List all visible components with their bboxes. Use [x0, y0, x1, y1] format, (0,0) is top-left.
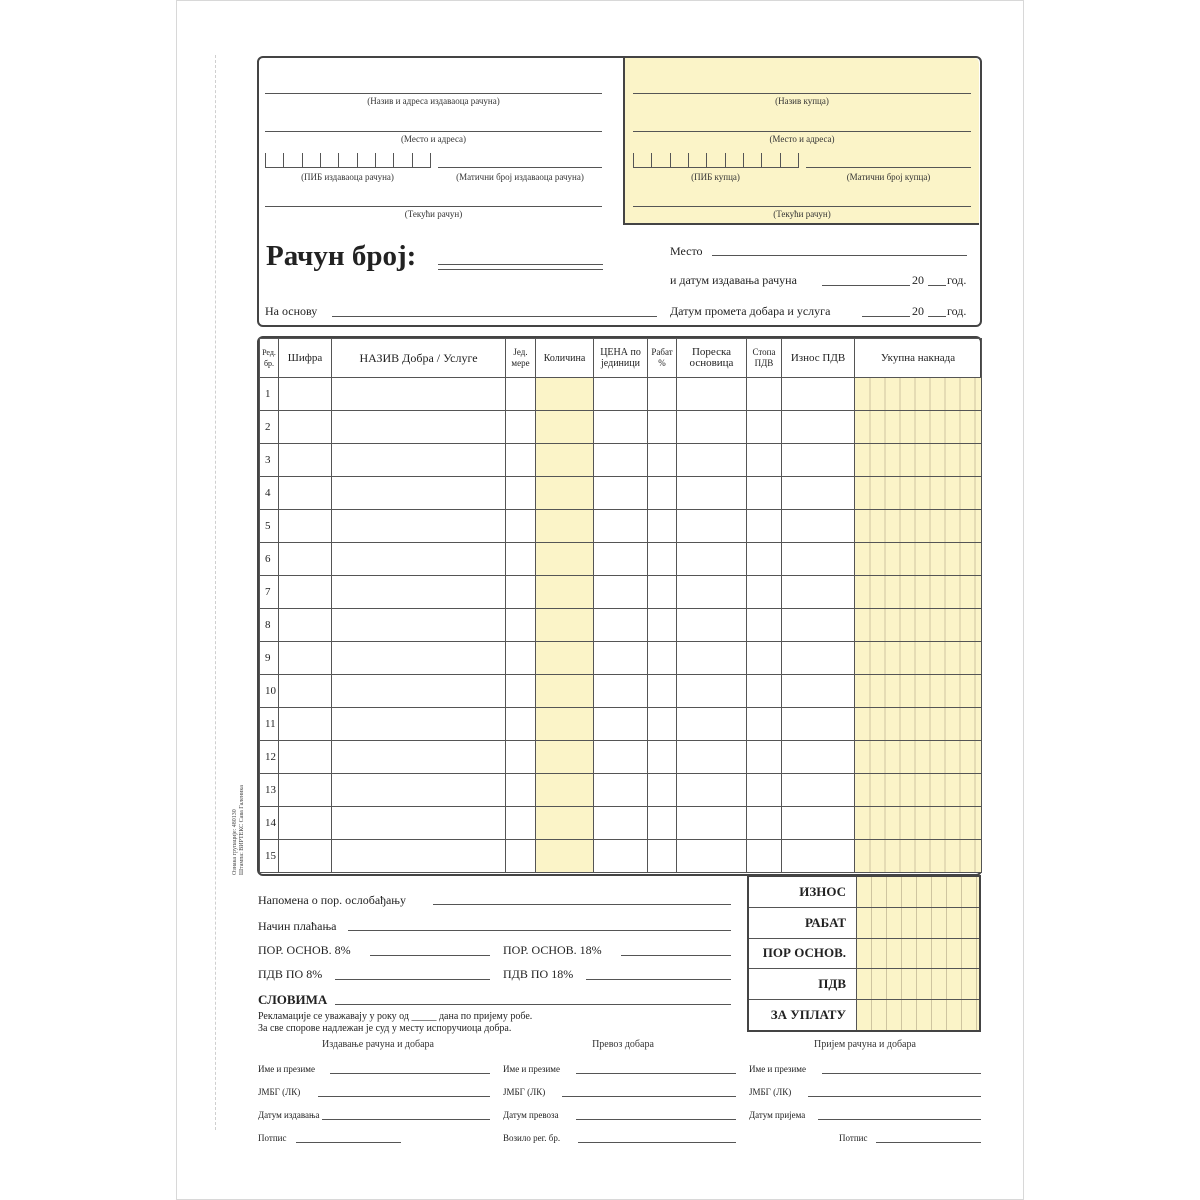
unit-price-cell[interactable]	[594, 576, 648, 609]
code-cell[interactable]	[279, 378, 332, 411]
unit-price-cell[interactable]	[594, 510, 648, 543]
issuer-reg-line[interactable]	[438, 167, 602, 168]
unit-cell[interactable]	[506, 807, 536, 840]
issue-date-label: и датум издавања рачуна	[670, 273, 797, 287]
totals-row-tax-base	[749, 939, 979, 970]
code-cell[interactable]	[279, 741, 332, 774]
code-cell[interactable]	[279, 609, 332, 642]
buyer-account-line[interactable]	[633, 206, 971, 207]
unit-cell[interactable]	[506, 708, 536, 741]
receiver-signature-label: Потпис	[839, 1133, 868, 1143]
tax-base-cell[interactable]	[677, 411, 747, 444]
table-row	[260, 807, 982, 840]
tax-base-cell[interactable]	[677, 576, 747, 609]
row-number-cell: 13	[260, 774, 279, 807]
issue-year-prefix: 20	[912, 273, 924, 287]
code-cell[interactable]	[279, 774, 332, 807]
unit-price-cell[interactable]	[594, 642, 648, 675]
tax-base-cell[interactable]	[677, 840, 747, 873]
vat-rate-cell[interactable]	[747, 741, 782, 774]
buyer-pib-caption: (ПИБ купца)	[691, 172, 740, 182]
table-row	[260, 510, 982, 543]
name-cell[interactable]	[332, 411, 506, 444]
vat-amount-cell[interactable]	[782, 675, 855, 708]
tax-base-18-label: ПОР. ОСНОВ. 18%	[503, 943, 602, 957]
issuer-pib-boxes[interactable]	[265, 153, 431, 168]
unit-cell[interactable]	[506, 543, 536, 576]
invoice-title: Рачун број:	[266, 240, 417, 272]
issue-year-suffix: год.	[947, 273, 967, 287]
name-cell[interactable]	[332, 741, 506, 774]
table-row	[260, 675, 982, 708]
issuer-jmbg-line[interactable]	[318, 1096, 490, 1097]
vat-amount-cell[interactable]	[782, 411, 855, 444]
unit-price-cell[interactable]	[594, 708, 648, 741]
table-row	[260, 840, 982, 873]
table-row	[260, 576, 982, 609]
tax-base-cell[interactable]	[677, 543, 747, 576]
buyer-account-caption: (Текући рачун)	[773, 209, 831, 219]
vat-8-label: ПДВ ПО 8%	[258, 967, 323, 981]
issuer-address-line[interactable]	[265, 131, 602, 132]
name-cell[interactable]	[332, 675, 506, 708]
unit-cell[interactable]	[506, 774, 536, 807]
receiver-signature-line[interactable]	[876, 1142, 981, 1143]
row-number-cell: 12	[260, 741, 279, 774]
discount-cell[interactable]	[648, 807, 677, 840]
receiver-signature-caption: Пријем рачуна и добара	[814, 1039, 916, 1050]
tax-base-8-label: ПОР. ОСНОВ. 8%	[258, 943, 351, 957]
col-header-vat-rate: Стопа ПДВ	[747, 339, 782, 378]
name-cell[interactable]	[332, 477, 506, 510]
vat-amount-cell[interactable]	[782, 477, 855, 510]
tax-base-cell[interactable]	[677, 708, 747, 741]
quantity-cell[interactable]	[536, 807, 594, 840]
totals-value-discount[interactable]	[856, 908, 979, 938]
basis-label: На основу	[265, 304, 318, 318]
issuer-name-label: Име и презиме	[258, 1064, 315, 1074]
vat-rate-cell[interactable]	[747, 774, 782, 807]
col-header-quantity: Количина	[536, 339, 594, 378]
row-number-cell: 10	[260, 675, 279, 708]
table-row	[260, 774, 982, 807]
unit-cell[interactable]	[506, 411, 536, 444]
table-row	[260, 543, 982, 576]
unit-price-cell[interactable]	[594, 807, 648, 840]
issuer-date-line[interactable]	[322, 1119, 490, 1120]
quantity-cell[interactable]	[536, 774, 594, 807]
code-cell[interactable]	[279, 675, 332, 708]
table-row	[260, 609, 982, 642]
discount-cell[interactable]	[648, 741, 677, 774]
issuer-pib-caption: (ПИБ издаваоца рачуна)	[301, 172, 394, 182]
side-imprint-line-1: Ознака групације: 480130	[232, 809, 238, 875]
totals-row-discount	[749, 908, 979, 939]
trade-date-line[interactable]	[862, 316, 910, 317]
quantity-cell[interactable]	[536, 576, 594, 609]
name-cell[interactable]	[332, 444, 506, 477]
in-words-line[interactable]	[335, 1004, 731, 1005]
payment-method-line[interactable]	[348, 930, 731, 931]
code-cell[interactable]	[279, 510, 332, 543]
unit-cell[interactable]	[506, 675, 536, 708]
items-header-row	[260, 339, 982, 378]
discount-cell[interactable]	[648, 477, 677, 510]
discount-cell[interactable]	[648, 642, 677, 675]
unit-price-cell[interactable]	[594, 774, 648, 807]
table-row	[260, 741, 982, 774]
row-number-cell: 9	[260, 642, 279, 675]
unit-price-cell[interactable]	[594, 378, 648, 411]
code-cell[interactable]	[279, 444, 332, 477]
vat-rate-cell[interactable]	[747, 609, 782, 642]
vat-amount-cell[interactable]	[782, 708, 855, 741]
vat-rate-cell[interactable]	[747, 576, 782, 609]
payment-method-label: Начин плаћања	[258, 919, 337, 933]
table-row	[260, 477, 982, 510]
receiver-jmbg-line[interactable]	[808, 1096, 981, 1097]
col-header-row-number: Ред. бр.	[260, 339, 279, 378]
place-line[interactable]	[712, 255, 967, 256]
vehicle-label: Возило рег. бр.	[503, 1133, 561, 1143]
unit-price-cell[interactable]	[594, 543, 648, 576]
vat-amount-cell[interactable]	[782, 543, 855, 576]
place-label: Место	[670, 244, 703, 258]
col-header-discount: Рабат %	[648, 339, 677, 378]
unit-cell[interactable]	[506, 840, 536, 873]
total-cell[interactable]	[855, 609, 982, 642]
name-cell[interactable]	[332, 576, 506, 609]
buyer-name-caption: (Назив купца)	[775, 96, 829, 106]
totals-row-amount	[749, 877, 979, 908]
col-header-code: Шифра	[279, 339, 332, 378]
issuer-account-line[interactable]	[265, 206, 602, 207]
trade-year-suffix: год.	[947, 304, 967, 318]
quantity-cell[interactable]	[536, 675, 594, 708]
quantity-cell[interactable]	[536, 444, 594, 477]
trade-date-label: Датум промета добара и услуга	[670, 304, 831, 318]
issue-year-line[interactable]	[928, 285, 946, 286]
unit-price-cell[interactable]	[594, 411, 648, 444]
quantity-cell[interactable]	[536, 411, 594, 444]
discount-cell[interactable]	[648, 675, 677, 708]
discount-cell[interactable]	[648, 774, 677, 807]
vat-amount-cell[interactable]	[782, 378, 855, 411]
quantity-cell[interactable]	[536, 609, 594, 642]
code-cell[interactable]	[279, 576, 332, 609]
name-cell[interactable]	[332, 642, 506, 675]
tax-base-cell[interactable]	[677, 741, 747, 774]
issuer-jmbg-label: ЈМБГ (ЛК)	[258, 1087, 301, 1097]
vat-rate-cell[interactable]	[747, 510, 782, 543]
receiver-jmbg-label: ЈМБГ (ЛК)	[749, 1087, 792, 1097]
total-cell[interactable]	[855, 510, 982, 543]
invoice-number-line[interactable]	[438, 264, 603, 265]
totals-box	[747, 875, 981, 1032]
side-imprint-line-2: Штампа: ВИРТЕКС Сава Галеника	[239, 785, 245, 875]
basis-line[interactable]	[332, 316, 657, 317]
col-header-unit-price: ЦЕНА по јединици	[594, 339, 648, 378]
vat-rate-cell[interactable]	[747, 708, 782, 741]
name-cell[interactable]	[332, 708, 506, 741]
row-number-cell: 15	[260, 840, 279, 873]
tax-base-18-line[interactable]	[621, 955, 731, 956]
issuer-reg-caption: (Матични број издаваоца рачуна)	[456, 172, 584, 182]
row-number-cell: 5	[260, 510, 279, 543]
buyer-pib-boxes[interactable]	[633, 153, 799, 168]
name-cell[interactable]	[332, 840, 506, 873]
totals-label-discount: РАБАТ	[804, 914, 846, 930]
discount-cell[interactable]	[648, 411, 677, 444]
total-cell[interactable]	[855, 444, 982, 477]
name-cell[interactable]	[332, 774, 506, 807]
row-number-cell: 1	[260, 378, 279, 411]
name-cell[interactable]	[332, 543, 506, 576]
transport-date-line[interactable]	[576, 1119, 736, 1120]
discount-cell[interactable]	[648, 840, 677, 873]
complaint-text-1: Рекламације се уважавају у року од _____ дана по пријему робе.	[258, 1011, 533, 1022]
unit-cell[interactable]	[506, 741, 536, 774]
buyer-reg-line[interactable]	[806, 167, 971, 168]
in-words-label: СЛОВИМА	[258, 992, 328, 1007]
code-cell[interactable]	[279, 840, 332, 873]
totals-value-vat[interactable]	[856, 969, 979, 999]
exemption-note-line[interactable]	[433, 904, 731, 905]
complaint-text-2: За све спорове надлежан је суд у месту испоручиоца добра.	[258, 1023, 512, 1034]
issuer-name-sign-line[interactable]	[330, 1073, 490, 1074]
row-number-cell: 2	[260, 411, 279, 444]
vat-rate-cell[interactable]	[747, 444, 782, 477]
vat-amount-cell[interactable]	[782, 642, 855, 675]
side-imprint	[232, 785, 246, 875]
vat-rate-cell[interactable]	[747, 477, 782, 510]
tax-base-8-line[interactable]	[370, 955, 490, 956]
totals-label-vat: ПДВ	[818, 976, 846, 992]
total-cell[interactable]	[855, 642, 982, 675]
buyer-address-line[interactable]	[633, 131, 971, 132]
code-cell[interactable]	[279, 807, 332, 840]
issue-date-line[interactable]	[822, 285, 910, 286]
quantity-cell[interactable]	[536, 741, 594, 774]
discount-cell[interactable]	[648, 708, 677, 741]
row-number-cell: 11	[260, 708, 279, 741]
table-row	[260, 378, 982, 411]
invoice-number-line-2	[438, 269, 603, 270]
tax-base-cell[interactable]	[677, 510, 747, 543]
quantity-cell[interactable]	[536, 378, 594, 411]
total-cell[interactable]	[855, 807, 982, 840]
vat-rate-cell[interactable]	[747, 807, 782, 840]
totals-label-to-pay: ЗА УПЛАТУ	[770, 1007, 846, 1023]
unit-price-cell[interactable]	[594, 840, 648, 873]
quantity-cell[interactable]	[536, 543, 594, 576]
tax-base-cell[interactable]	[677, 675, 747, 708]
receiver-name-line[interactable]	[822, 1073, 981, 1074]
unit-cell[interactable]	[506, 609, 536, 642]
unit-price-cell[interactable]	[594, 477, 648, 510]
vat-8-line[interactable]	[335, 979, 490, 980]
transport-name-label: Име и презиме	[503, 1064, 560, 1074]
row-number-cell: 14	[260, 807, 279, 840]
transport-name-line[interactable]	[576, 1073, 736, 1074]
vat-rate-cell[interactable]	[747, 642, 782, 675]
transport-jmbg-line[interactable]	[562, 1096, 736, 1097]
tax-base-cell[interactable]	[677, 642, 747, 675]
name-cell[interactable]	[332, 378, 506, 411]
unit-cell[interactable]	[506, 444, 536, 477]
vat-rate-cell[interactable]	[747, 840, 782, 873]
total-cell[interactable]	[855, 675, 982, 708]
row-number-cell: 6	[260, 543, 279, 576]
quantity-cell[interactable]	[536, 840, 594, 873]
issuer-signature-caption: Издавање рачуна и добара	[322, 1039, 434, 1050]
row-number-cell: 7	[260, 576, 279, 609]
unit-price-cell[interactable]	[594, 609, 648, 642]
trade-year-prefix: 20	[912, 304, 924, 318]
total-cell[interactable]	[855, 411, 982, 444]
total-cell[interactable]	[855, 378, 982, 411]
discount-cell[interactable]	[648, 510, 677, 543]
table-row	[260, 411, 982, 444]
vat-rate-cell[interactable]	[747, 411, 782, 444]
receiver-name-label: Име и презиме	[749, 1064, 806, 1074]
col-header-unit: Јед. мере	[506, 339, 536, 378]
totals-label-tax-base: ПОР ОСНОВ.	[762, 945, 846, 961]
issuer-name-caption: (Назив и адреса издаваоца рачуна)	[367, 96, 500, 106]
vat-18-line[interactable]	[586, 979, 731, 980]
total-cell[interactable]	[855, 543, 982, 576]
table-row	[260, 444, 982, 477]
col-header-name: НАЗИВ Добра / Услуге	[332, 339, 506, 378]
issuer-date-label: Датум издавања	[258, 1110, 320, 1120]
vat-18-label: ПДВ ПО 18%	[503, 967, 574, 981]
name-cell[interactable]	[332, 609, 506, 642]
code-cell[interactable]	[279, 708, 332, 741]
table-row	[260, 708, 982, 741]
issuer-account-caption: (Текући рачун)	[404, 209, 463, 219]
quantity-cell[interactable]	[536, 708, 594, 741]
col-header-vat-amount: Износ ПДВ	[782, 339, 855, 378]
unit-price-cell[interactable]	[594, 444, 648, 477]
tax-base-cell[interactable]	[677, 774, 747, 807]
code-cell[interactable]	[279, 642, 332, 675]
code-cell[interactable]	[279, 477, 332, 510]
col-header-total: Укупна накнада	[855, 339, 982, 378]
row-number-cell: 4	[260, 477, 279, 510]
unit-price-cell[interactable]	[594, 675, 648, 708]
total-cell[interactable]	[855, 576, 982, 609]
quantity-cell[interactable]	[536, 642, 594, 675]
unit-cell[interactable]	[506, 477, 536, 510]
unit-cell[interactable]	[506, 642, 536, 675]
issuer-signature-line[interactable]	[296, 1142, 401, 1143]
transport-date-label: Датум превоза	[503, 1110, 559, 1120]
buyer-reg-caption: (Матични број купца)	[846, 172, 931, 182]
tax-base-cell[interactable]	[677, 477, 747, 510]
unit-cell[interactable]	[506, 510, 536, 543]
vat-amount-cell[interactable]	[782, 840, 855, 873]
trade-year-line[interactable]	[928, 316, 946, 317]
vat-amount-cell[interactable]	[782, 741, 855, 774]
vat-amount-cell[interactable]	[782, 444, 855, 477]
totals-value-to-pay[interactable]	[856, 1000, 979, 1030]
vat-amount-cell[interactable]	[782, 807, 855, 840]
discount-cell[interactable]	[648, 543, 677, 576]
totals-row-vat	[749, 969, 979, 1000]
discount-cell[interactable]	[648, 378, 677, 411]
vat-amount-cell[interactable]	[782, 576, 855, 609]
total-cell[interactable]	[855, 774, 982, 807]
vat-rate-cell[interactable]	[747, 378, 782, 411]
tax-base-cell[interactable]	[677, 444, 747, 477]
totals-label-amount: ИЗНОС	[799, 883, 846, 899]
totals-row-to-pay	[749, 1000, 979, 1030]
quantity-cell[interactable]	[536, 477, 594, 510]
unit-price-cell[interactable]	[594, 741, 648, 774]
transport-signature-caption: Превоз добара	[592, 1039, 654, 1050]
tax-base-cell[interactable]	[677, 378, 747, 411]
receiver-date-line[interactable]	[818, 1119, 981, 1120]
vehicle-line[interactable]	[578, 1142, 736, 1143]
vat-amount-cell[interactable]	[782, 510, 855, 543]
issuer-address-caption: (Место и адреса)	[400, 134, 467, 144]
vat-amount-cell[interactable]	[782, 774, 855, 807]
total-cell[interactable]	[855, 840, 982, 873]
totals-value-amount[interactable]	[856, 877, 979, 907]
tax-base-cell[interactable]	[677, 609, 747, 642]
buyer-name-line[interactable]	[633, 93, 971, 94]
receiver-date-label: Датум пријема	[749, 1110, 806, 1120]
name-cell[interactable]	[332, 510, 506, 543]
row-number-cell: 3	[260, 444, 279, 477]
row-number-cell: 8	[260, 609, 279, 642]
exemption-note-label: Напомена о пор. ослобађању	[258, 893, 406, 907]
total-cell[interactable]	[855, 477, 982, 510]
quantity-cell[interactable]	[536, 510, 594, 543]
vat-amount-cell[interactable]	[782, 609, 855, 642]
vat-rate-cell[interactable]	[747, 675, 782, 708]
discount-cell[interactable]	[648, 609, 677, 642]
code-cell[interactable]	[279, 411, 332, 444]
code-cell[interactable]	[279, 543, 332, 576]
transport-jmbg-label: ЈМБГ (ЛК)	[503, 1087, 546, 1097]
totals-value-tax-base[interactable]	[856, 939, 979, 969]
issuer-signature-label: Потпис	[258, 1133, 287, 1143]
discount-cell[interactable]	[648, 444, 677, 477]
col-header-tax-base: Пореска основица	[677, 339, 747, 378]
buyer-address-caption: (Место и адреса)	[769, 134, 835, 144]
unit-cell[interactable]	[506, 378, 536, 411]
vat-rate-cell[interactable]	[747, 543, 782, 576]
total-cell[interactable]	[855, 741, 982, 774]
name-cell[interactable]	[332, 807, 506, 840]
discount-cell[interactable]	[648, 576, 677, 609]
tax-base-cell[interactable]	[677, 807, 747, 840]
items-table	[259, 338, 982, 873]
table-row	[260, 642, 982, 675]
issuer-name-line[interactable]	[265, 93, 602, 94]
total-cell[interactable]	[855, 708, 982, 741]
tear-line	[215, 55, 216, 1130]
unit-cell[interactable]	[506, 576, 536, 609]
